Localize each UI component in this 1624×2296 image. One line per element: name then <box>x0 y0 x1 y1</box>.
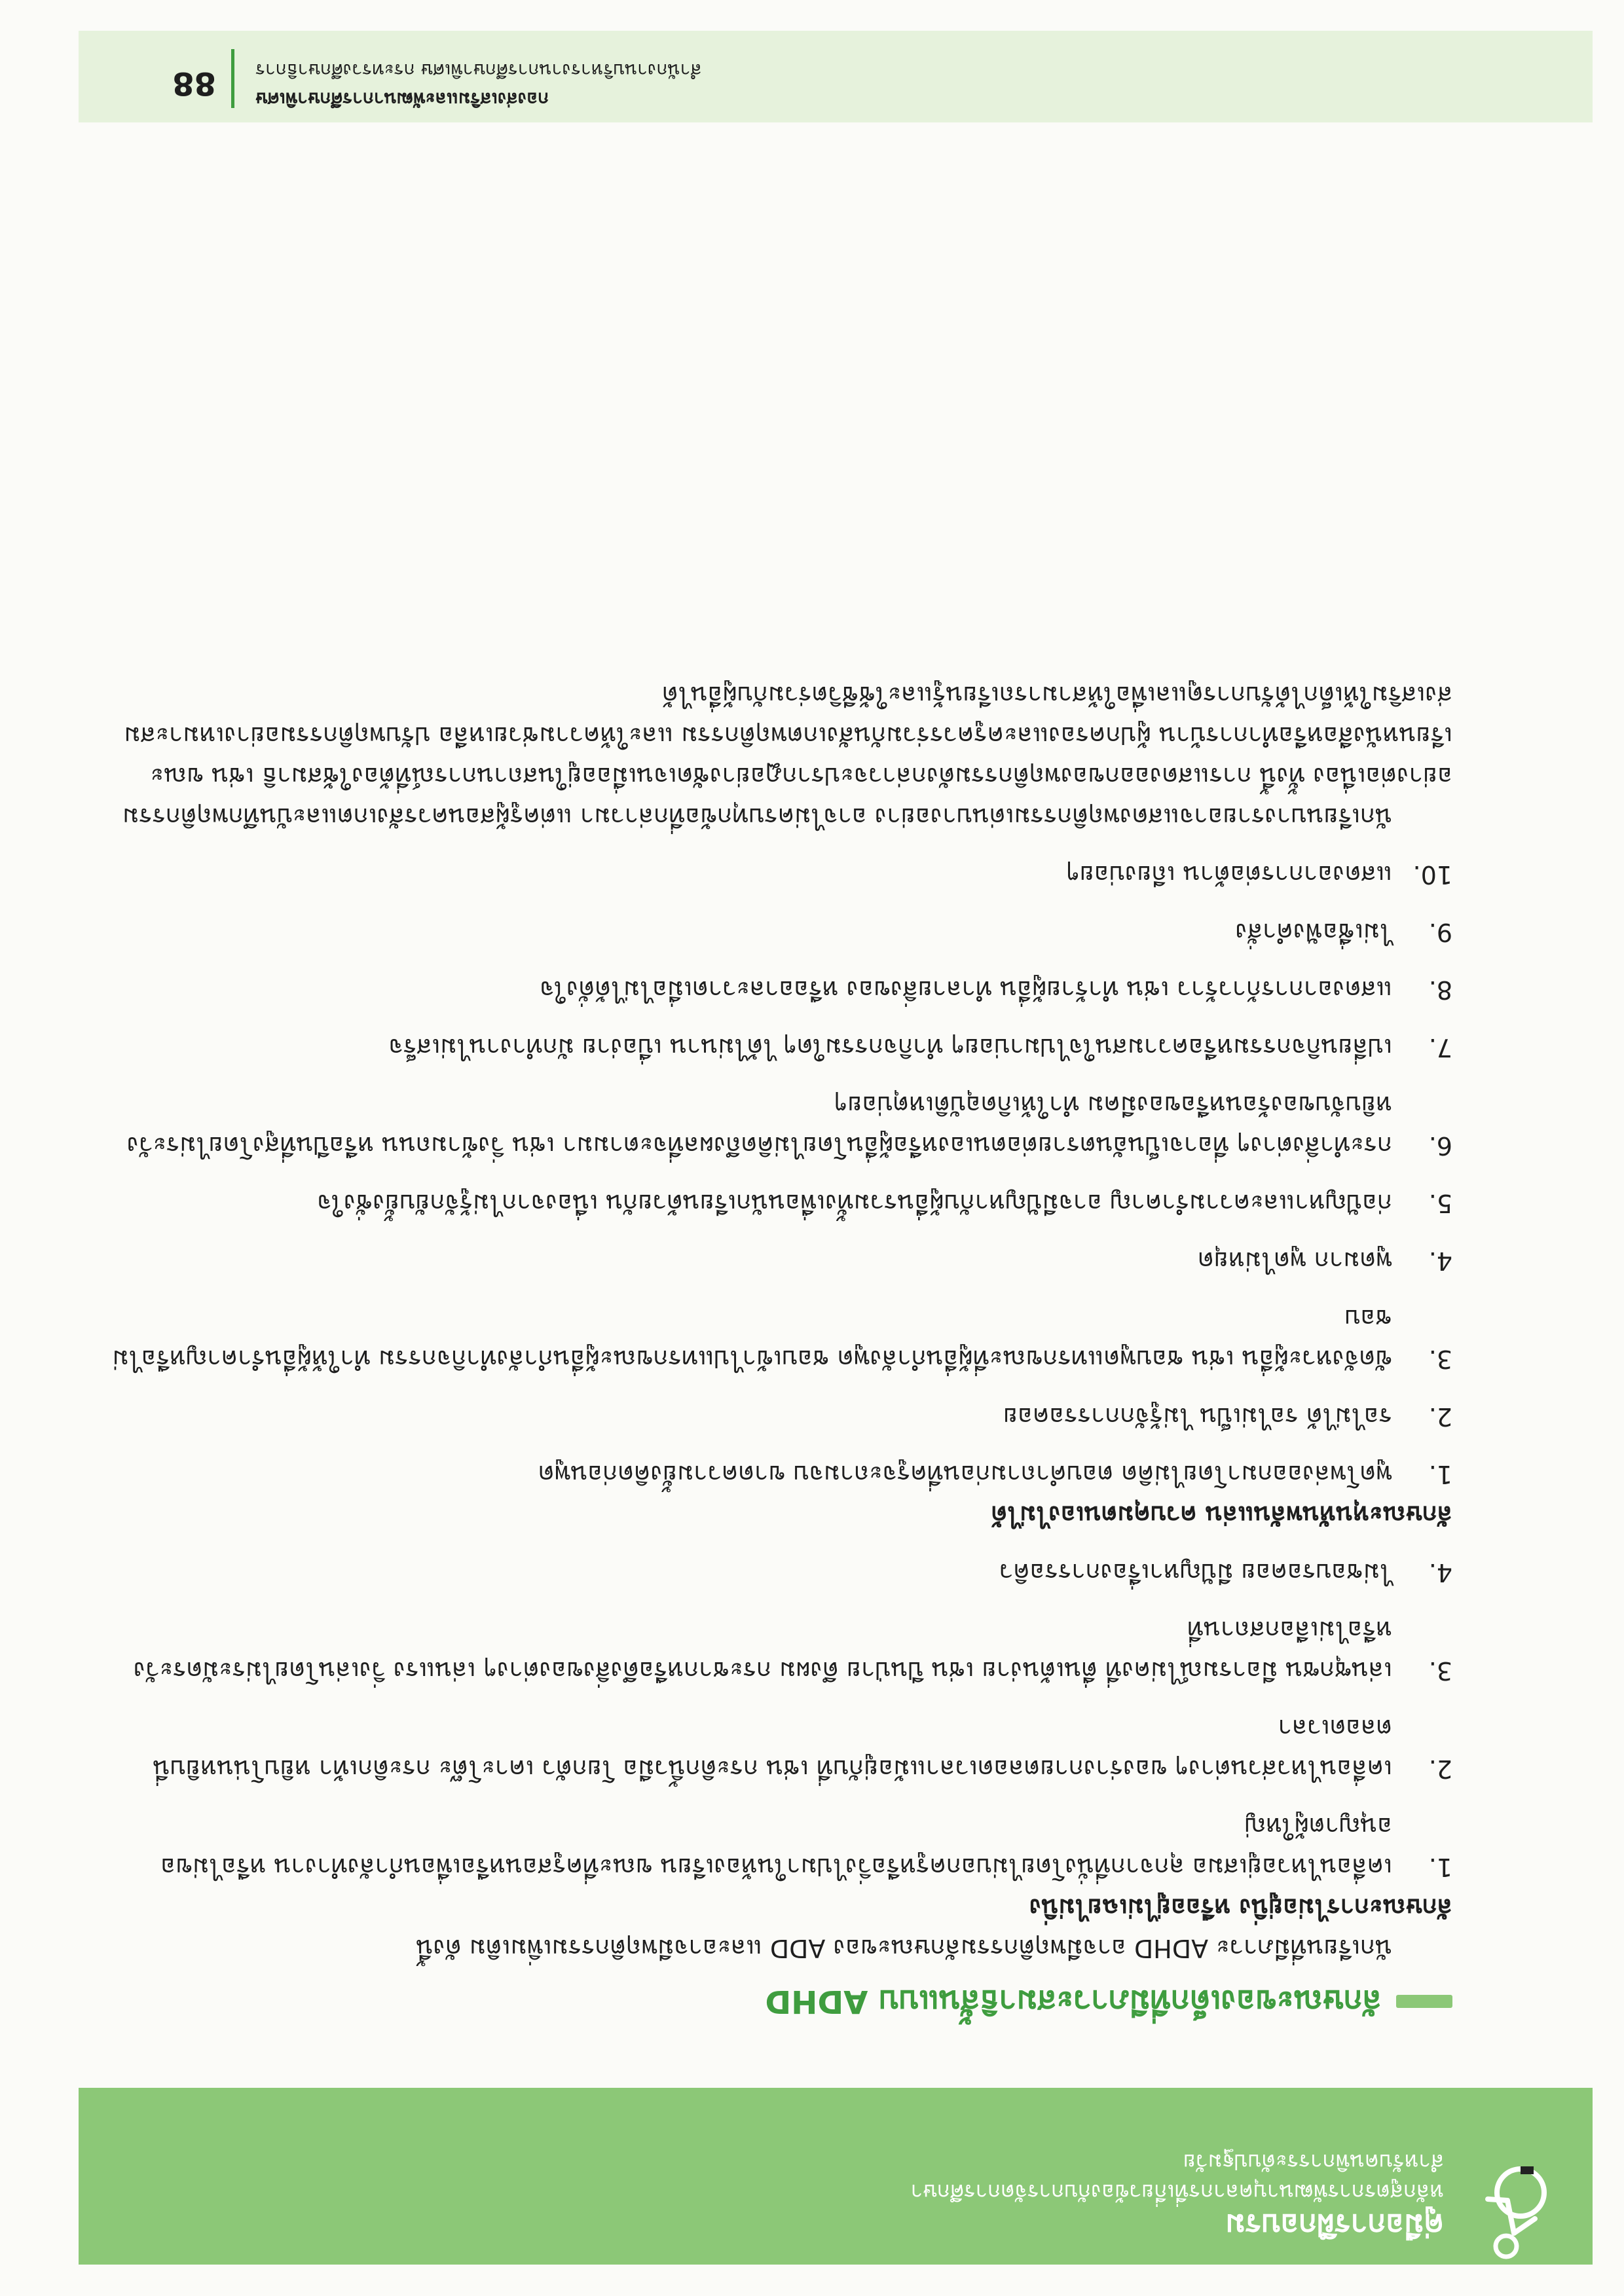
list-text: แสดงอาการต่อต้าน เถียงบ่อยๆ <box>1066 860 1392 889</box>
group2-heading: ลักษณะหุนหันพลันแล่น ควบคุมตนเองไม่ได้ <box>991 1501 1452 1529</box>
list-item <box>97 1454 1452 1495</box>
header-title: คู่มือการฝึกอบรม <box>1225 2208 1444 2243</box>
list-item <box>97 970 1452 1010</box>
list-number: 6. <box>1428 1131 1452 1160</box>
group1-list <box>97 1552 1452 1887</box>
list-item <box>97 1552 1452 1593</box>
list-number: 1. <box>1428 1460 1452 1489</box>
list-number: 8. <box>1428 975 1452 1004</box>
list-number: 5. <box>1428 1189 1452 1218</box>
list-number: 10. <box>1412 860 1452 889</box>
list-item <box>97 1183 1452 1224</box>
list-item <box>97 1298 1452 1379</box>
list-item <box>97 1085 1452 1166</box>
heading-bar <box>1396 1995 1452 2008</box>
list-item <box>97 1708 1452 1789</box>
list-text: กระทำสิ่งต่างๆ ที่อาจเป็นอันตรายต่อตนเองหรือผู้อื่นโดยไม่คิดถึงผลที่จะตามมา เช่น วิ่งข้ามถนน หรือปีนที่สูงโดยไม่ระวัง หยิบจับของร้อนหรือของมีคม ทำให้เกิดอุบัติเหตุบ่อยๆ <box>126 1091 1392 1160</box>
list-item <box>97 1610 1452 1691</box>
list-number: 9. <box>1428 918 1452 947</box>
header-subtitle-line1: หลักสูตรการพัฒนาบุคลากรที่เกี่ยวข้องกับการจัดการศึกษา <box>910 2179 1444 2205</box>
footer-text <box>255 56 913 113</box>
list-number: 4. <box>1428 1558 1452 1587</box>
group1-heading: ลักษณะการไม่อยู่นิ่ง หรืออยู่ไม่เฉยไม่นิ่ง <box>1029 1893 1452 1922</box>
wheelchair-figure-logo-icon <box>1468 2160 1566 2265</box>
list-text: เคลื่อนไหวส่วนต่างๆ ของร่างกายตลอดเวลาแม้อยู่กับที่ เช่น กระดิกนิ้วมือ โยกตัว เคาะโต๊ะ กระดิกเท้า หยิบโน่นหยิบนี่ตลอดเวลา <box>153 1714 1392 1783</box>
list-item <box>97 1027 1452 1068</box>
list-text: เปลี่ยนกิจกรรมหรือความสนใจไปมาบ่อยๆ ทำกิจกรรมใดๆ ได้ไม่นาน เบื่อง่าย มักทำงานไม่เสร็จ <box>388 1033 1392 1062</box>
body-content <box>97 675 1452 1969</box>
footer-divider <box>231 49 234 108</box>
footer-line2: สำนักงานบริหารงานการศึกษาพิเศษ กระทรวงศึกษาธิการ <box>255 60 702 81</box>
list-item <box>97 1241 1452 1281</box>
list-item <box>97 854 1452 895</box>
group2-list <box>97 854 1452 1495</box>
list-number: 3. <box>1428 1656 1452 1685</box>
list-text: รอไม่ได้ รอไม่เป็น ไม่รู้จักการรอคอย <box>1003 1402 1392 1431</box>
list-text: ไม่ชอบรอคอย มีปัญหาเรื่องการรอคิว <box>999 1558 1392 1587</box>
list-text: ก่อปัญหาและความรำคาญ อาจมีปัญหากับผู้อื่นรวมทั้งเพื่อนนักเรียนด้วยกัน เนื่องจากไม่รู้จักยับยั้งชั่งใจ <box>317 1189 1392 1218</box>
footer-line1: กองส่งเสริมและพัฒนาการศึกษาพิเศษ <box>255 88 549 110</box>
list-text: พูดโพล่งออกมาโดยไม่คิด ตอบคำถามก่อนที่ครูจะถามจบ ขาดความยั้งคิดก่อนพูด <box>538 1460 1392 1489</box>
intro-paragraph: นักเรียนที่มีภาวะ ADHD อาจมีพฤติกรรมลักษณะของ ADD และอาจมีพฤติกรรมเพิ่มเติม ดังนี้ <box>416 1934 1392 1963</box>
list-text: ขัดจังหวะผู้อื่น เช่น ชอบพูดแทรกขณะที่ผู้อื่นกำลังพูด ชอบเข้าไปแทรกขณะผู้อื่นกำลังทำกิจกรรม ทำให้ผู้อื่นรำคาญหรือไม่ชอบ <box>112 1304 1392 1374</box>
list-item <box>97 1806 1452 1887</box>
section-heading-text: ลักษณะของเด็กที่มีภาวะสมาธิสั้นแบบ ADHD <box>765 1983 1382 2020</box>
list-item <box>97 912 1452 953</box>
list-number: 2. <box>1428 1402 1452 1431</box>
list-number: 1. <box>1428 1853 1452 1882</box>
list-text: พูดมาก พูดไม่หยุด <box>1197 1247 1392 1275</box>
section-heading <box>765 1977 1452 2026</box>
list-number: 4. <box>1428 1247 1452 1275</box>
header-subtitle-line2: สำหรับคนพิการระดับปฐมวัย <box>1183 2149 1444 2175</box>
list-text: แสดงอาการก้าวร้าว เช่น ทำร้ายผู้อื่น ทำลายสิ่งของ หรืออาละวาดเมื่อไม่ได้ดั่งใจ <box>540 975 1392 1004</box>
list-text: เล่นซุกซน มีอารมณ์ไม่คงที่ ตื่นเต้นง่าย เช่น ปีนป่าย ดึงผม กระชากหรือดึงสิ่งของต่างๆ เล่นแรง วิ่งเล่นโดยไม่ระมัดระวังหรือไม่เลือกสถานที่ <box>133 1616 1392 1685</box>
list-text: เคลื่อนไหวอยู่เสมอ ลุกจากที่นั่งโดยไม่บอกครูหรือวิ่งไปมาในห้องเรียน ขณะที่ครูสอนหรือเพื่อนกำลังทำงาน หรือไม่ขออนุญาตผู้ใหญ่ <box>160 1812 1392 1882</box>
list-number: 2. <box>1428 1755 1452 1783</box>
page-number: 88 <box>172 65 216 101</box>
header-text <box>911 2147 1444 2244</box>
list-text: ไม่เชื่อฟังคำสั่ง <box>1235 918 1392 947</box>
list-number: 3. <box>1428 1345 1452 1374</box>
closing-paragraph: นักเรียนบางรายอาจแสดงพฤติกรรมเด่นบางอย่าง อาจไม่ครบทุกข้อที่กล่าวมา แต่ครูผู้สอนควรสังเกตและบันทึกพฤติกรรมอย่างต่อเนื่อง ทั้งนี้ การแสดงออกของพฤติกรรมดังกล่าวจะปรากฏอย่างชัดเจนเมื่ออยู่ในสถานการณ์ที่ต้องใช้สมาธิ เช่น ขณะเรียนหนังสือหรือทำการบ้าน ผู้ปกครองและครูควรร่วมกันสังเกตพฤติกรรม และให้ความช่วยเหลือ ปรับพฤติกรรมอย่างเหมาะสม ส่งเสริมให้เด็กได้รับการดูแลเพื่อให้สามารถเรียนรู้และใช้ชีวิตร่วมกับผู้อื่นได้ <box>122 681 1452 831</box>
list-number: 7. <box>1428 1033 1452 1062</box>
list-item <box>97 1396 1452 1437</box>
